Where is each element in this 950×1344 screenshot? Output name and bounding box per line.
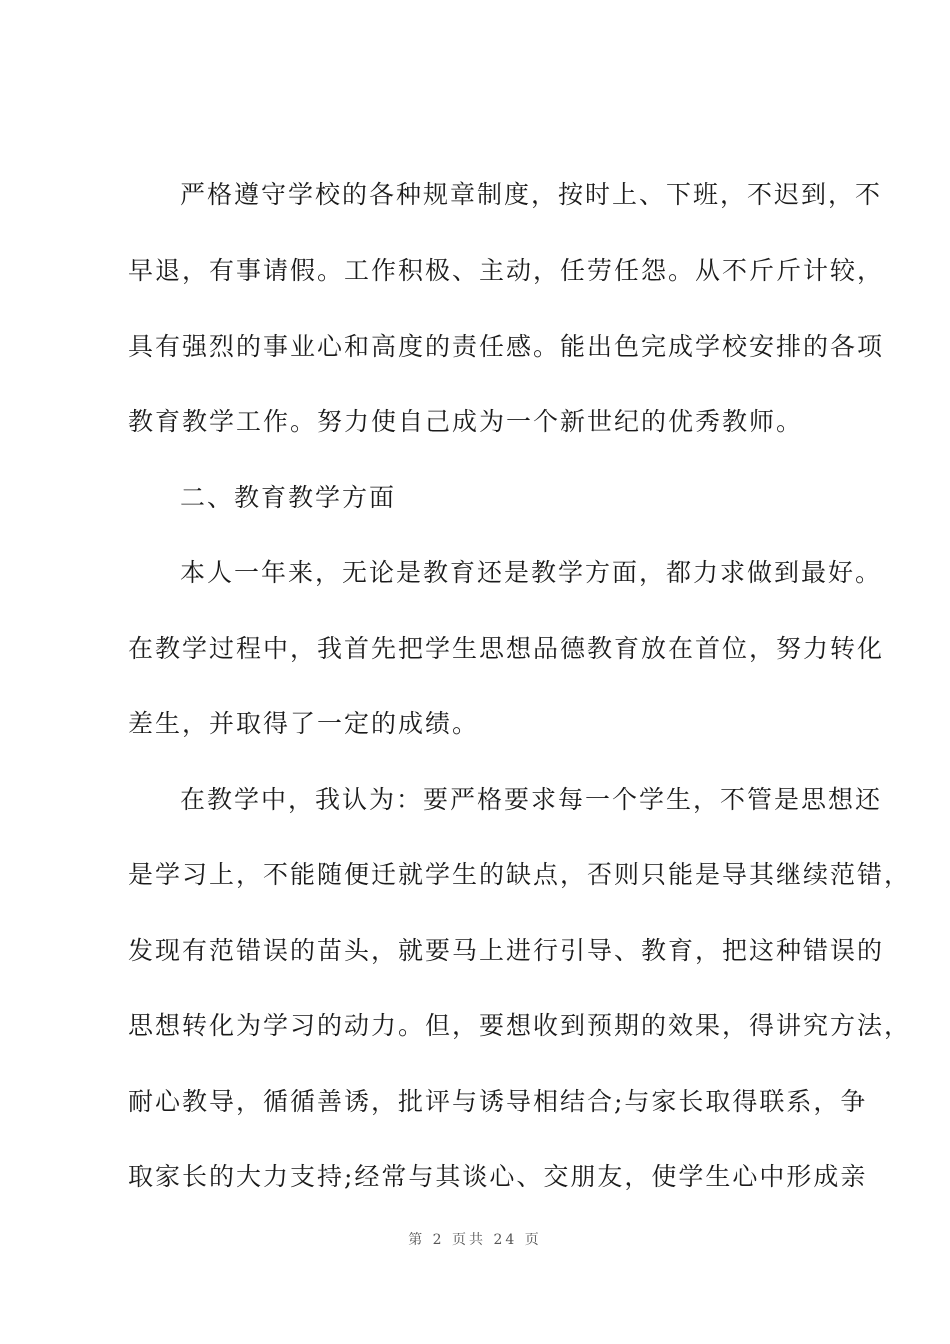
paragraph-line: 教育教学工作。努力使自己成为一个新世纪的优秀教师。	[128, 407, 804, 436]
paragraph-line: 在教学中，我认为：要严格要求每一个学生，不管是思想还	[180, 785, 883, 814]
paragraph-line: 具有强烈的事业心和高度的责任感。能出色完成学校安排的各项	[128, 332, 885, 361]
paragraph-line: 发现有范错误的苗头，就要马上进行引导、教育，把这种错误的	[128, 936, 885, 965]
paragraph-line: 严格遵守学校的各种规章制度，按时上、下班，不迟到，不	[180, 180, 883, 209]
paragraph-line: 早退，有事请假。工作积极、主动，任劳任怨。从不斤斤计较，	[128, 256, 885, 285]
paragraph-line: 差生，并取得了一定的成绩。	[128, 709, 480, 738]
paragraph-line: 本人一年来，无论是教育还是教学方面，都力求做到最好。	[180, 558, 883, 587]
paragraph-line: 耐心教导，循循善诱，批评与诱导相结合;与家长取得联系，争	[128, 1087, 868, 1116]
paragraph-line: 是学习上，不能随便迁就学生的缺点，否则只能是导其继续范错，	[128, 860, 912, 889]
section-heading: 二、教育教学方面	[180, 483, 397, 512]
paragraph-line: 在教学过程中，我首先把学生思想品德教育放在首位，努力转化	[128, 634, 885, 663]
paragraph-line: 思想转化为学习的动力。但，要想收到预期的效果，得讲究方法，	[128, 1011, 912, 1040]
paragraph-line: 取家长的大力支持;经常与其谈心、交朋友，使学生心中形成亲	[128, 1162, 868, 1191]
page-number-footer: 第 2 页共 24 页	[408, 1232, 542, 1248]
